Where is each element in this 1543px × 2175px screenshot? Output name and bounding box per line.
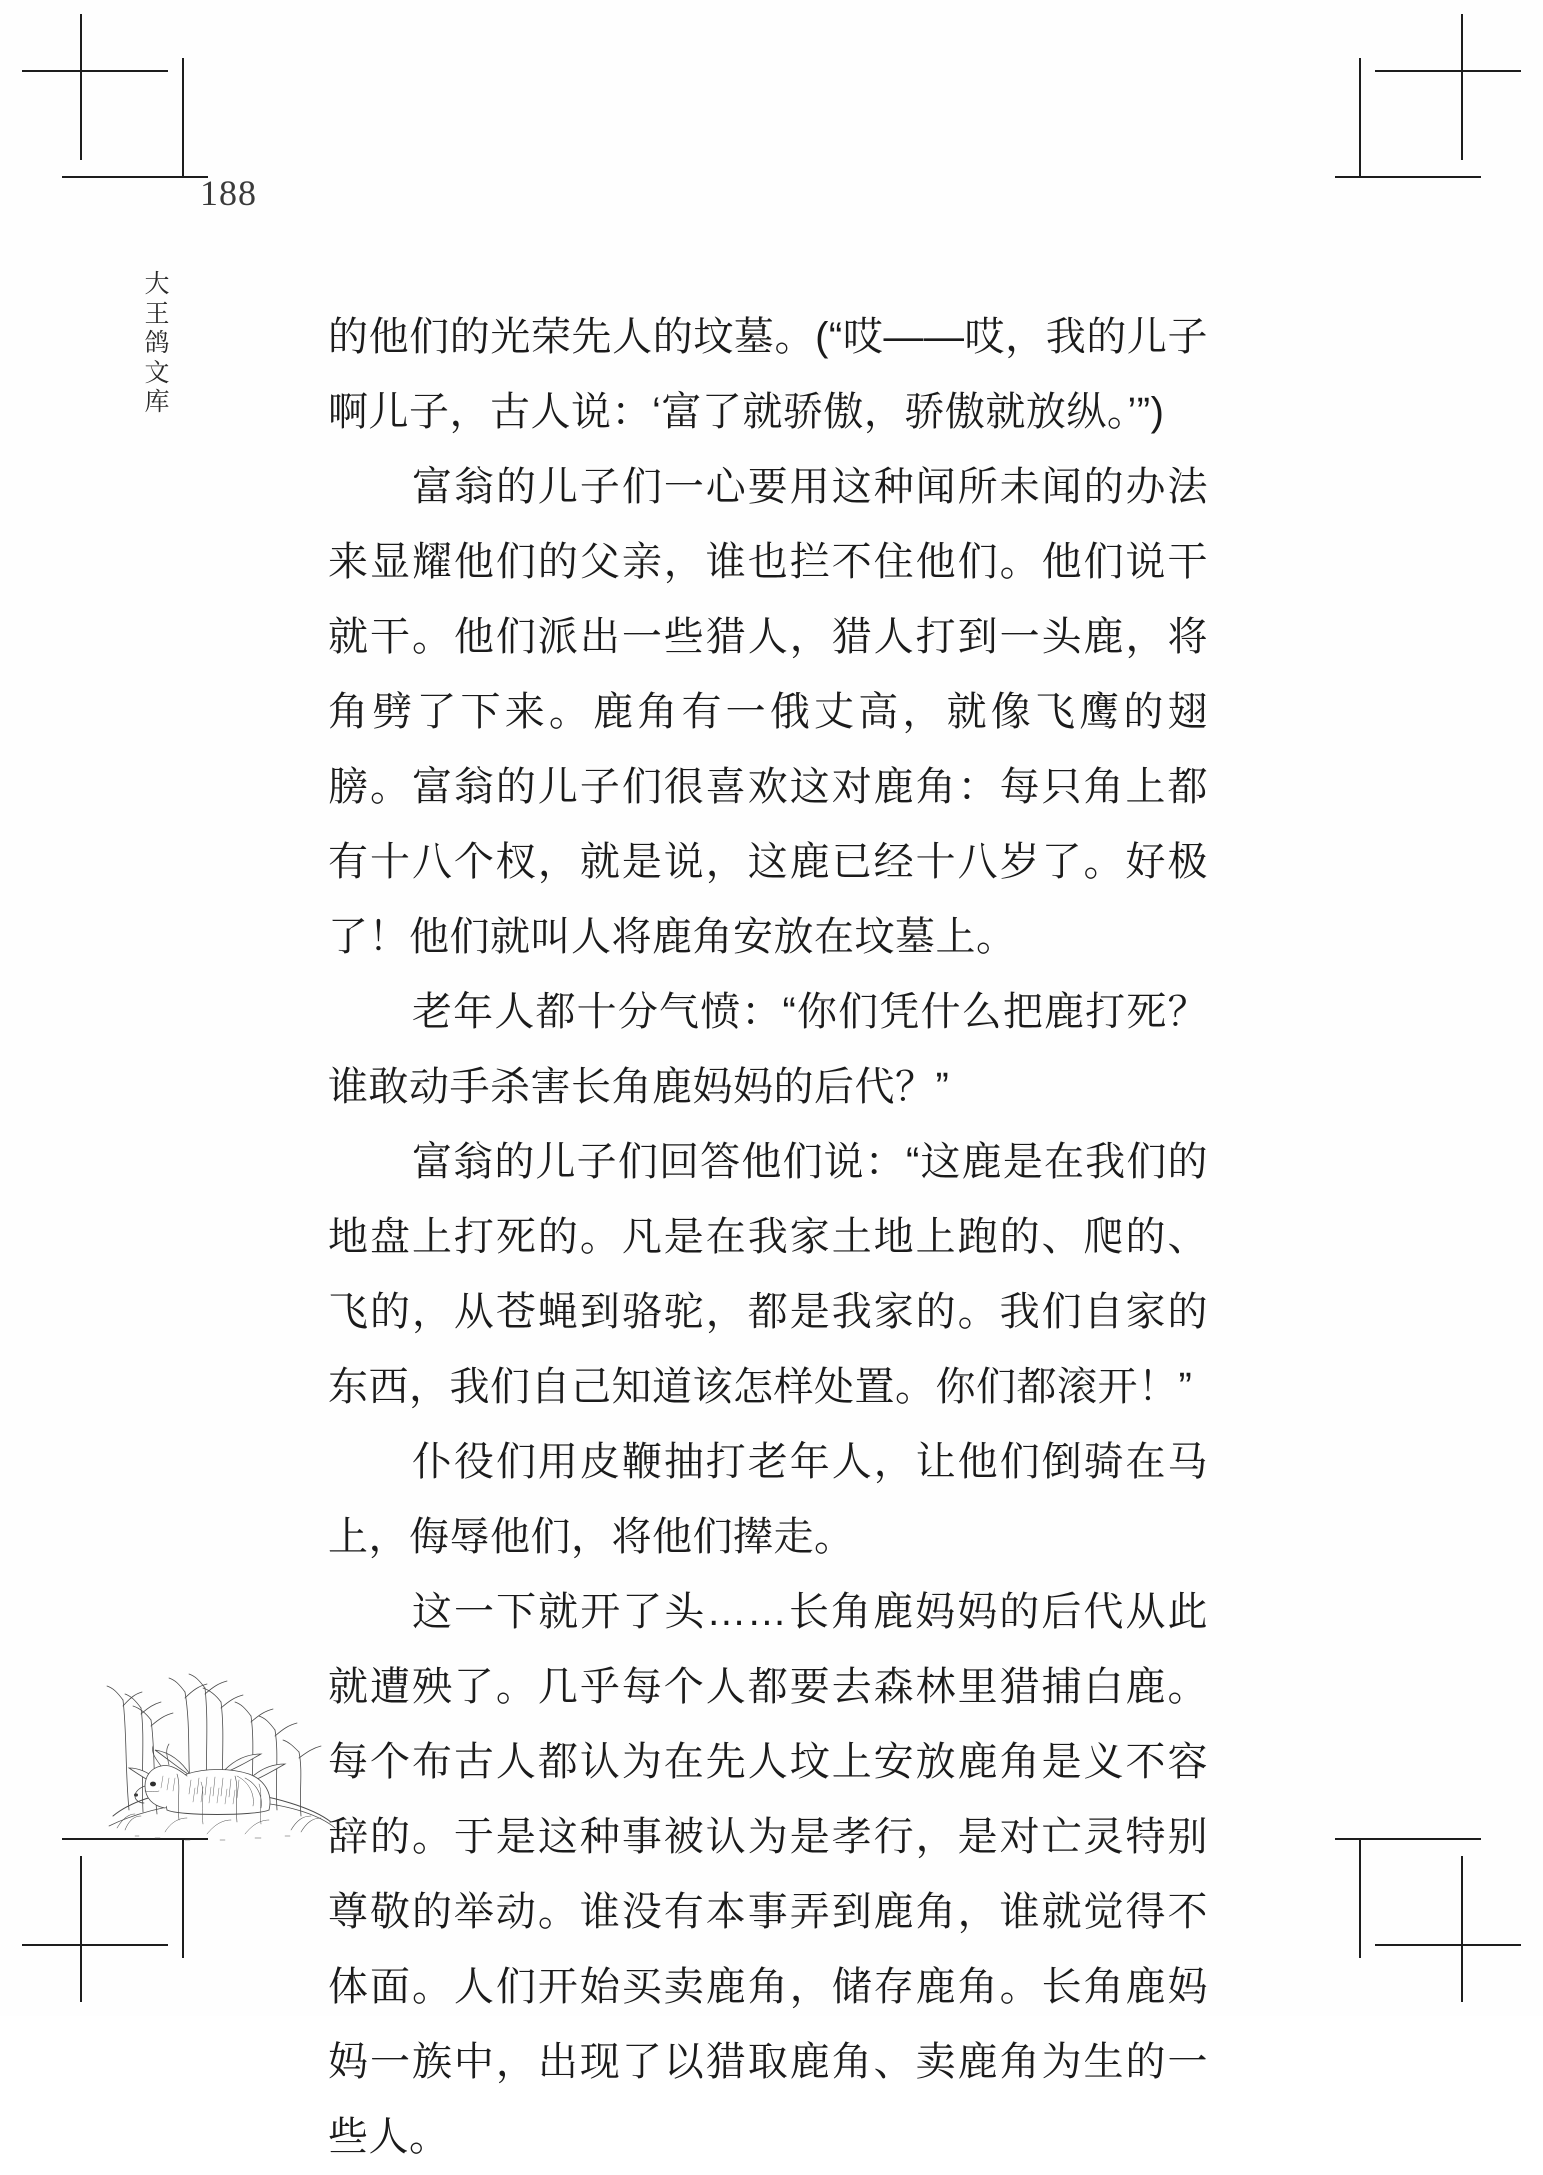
paragraph: 富翁的儿子们回答他们说：“这鹿是在我们的地盘上打死的。凡是在我家土地上跑的、爬的、飞的，从苍蝇到骆驼，都是我家的。我们自家的东西，我们自己知道该怎样处置。你们都滚开！” [328, 1140, 1208, 1409]
paragraph: 仆役们用皮鞭抽打老年人，让他们倒骑在马上，侮辱他们，将他们撵走。 [328, 1440, 1208, 1559]
paragraph: 这一下就开了头……长角鹿妈妈的后代从此就遭殃了。几乎每个人都要去森林里猎捕白鹿。每个布古人都认为在先人坟上安放鹿角是义不容辞的。于是这种事被认为是孝行，是对亡灵特别尊敬的举动。谁没有本事弄到鹿角，谁就觉得不体面。人们开始买卖鹿角，储存鹿角。长角鹿妈妈一族中，出现了以猎取鹿角、卖鹿角为生的一些人。 [328, 1590, 1208, 2159]
crop-mark-top-left [22, 14, 222, 204]
paragraph: 富翁的儿子们一心要用这种闻所未闻的办法来显耀他们的父亲，谁也拦不住他们。他们说干就干。他们派出一些猎人，猎人打到一头鹿，将角劈了下来。鹿角有一俄丈高，就像飞鹰的翅膀。富翁的儿子们很喜欢这对鹿角：每只角上都有十八个杈，就是说，这鹿已经十八岁了。好极了！他们就叫人将鹿角安放在坟墓上。 [328, 465, 1208, 959]
page-number: 188 [200, 173, 257, 213]
body-text-column [328, 300, 1208, 2175]
deer-in-grass-illustration [95, 1588, 345, 1848]
crop-mark-bottom-right [1321, 1812, 1521, 2002]
paragraph: 老年人都十分气愤：“你们凭什么把鹿打死？谁敢动手杀害长角鹿妈妈的后代？” [328, 990, 1208, 1109]
paragraph: 的他们的光荣先人的坟墓。(“哎——哎，我的儿子啊儿子，古人说：‘富了就骄傲，骄傲就放纵。’”) [328, 315, 1208, 434]
crop-mark-top-right [1321, 14, 1521, 204]
series-title-vertical: 大王鸽文库 [144, 270, 170, 416]
